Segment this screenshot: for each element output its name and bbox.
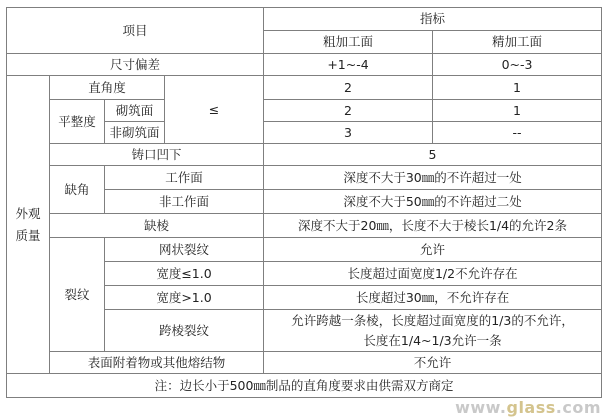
watermark-prefix: www.: [455, 398, 507, 417]
watermark-brand: glass: [506, 398, 556, 417]
crack-cross-edge-line1: 允许跨越一条棱，长度超过面宽度的1/3的不允许，: [291, 312, 574, 328]
flatness-symbol: ≤: [165, 76, 264, 144]
non-masonry-rough: 3: [264, 122, 433, 144]
row-crack-mesh: [7, 238, 602, 262]
row-casting-dent: [7, 144, 602, 166]
crack-mesh-label: 网状裂纹: [105, 238, 264, 262]
crack-cross-edge-value: [264, 310, 602, 352]
site-watermark: [455, 398, 601, 417]
row-size-deviation: [7, 54, 602, 76]
crack-width-small-value: 长度超过面宽度1/2不允许存在: [264, 262, 602, 286]
crack-mesh-value: 允许: [264, 238, 602, 262]
crack-cross-edge-label: 跨棱裂纹: [105, 310, 264, 352]
right-angle-fine: 1: [433, 76, 602, 100]
crack-width-large-value: 长度超过30㎜，不允许存在: [264, 286, 602, 310]
appearance-group-text: 外观质量: [15, 205, 41, 243]
size-dev-rough: +1~-4: [264, 54, 433, 76]
casting-dent-value: 5: [264, 144, 602, 166]
row-flatness-masonry: [7, 100, 602, 122]
masonry-rough: 2: [264, 100, 433, 122]
row-right-angle: [7, 76, 602, 100]
non-masonry-fine: --: [433, 122, 602, 144]
corner-working-label: 工作面: [105, 166, 264, 190]
flatness-label: 平整度: [50, 100, 105, 144]
row-corner-working: [7, 166, 602, 190]
right-angle-label: 直角度: [50, 76, 165, 100]
row-note: [7, 374, 602, 398]
edge-missing-value: 深度不大于20㎜，长度不大于棱长1/4的允许2条: [264, 214, 602, 238]
cracks-label: 裂纹: [50, 238, 105, 352]
corner-nonworking-value: 深度不大于50㎜的不许超过二处: [264, 190, 602, 214]
non-masonry-label: 非砌筑面: [105, 122, 165, 144]
masonry-label: 砌筑面: [105, 100, 165, 122]
header-row-1: [7, 8, 602, 31]
corner-working-value: 深度不大于30㎜的不许超过一处: [264, 166, 602, 190]
casting-dent-label: 铸口凹下: [50, 144, 264, 166]
size-dev-label: 尺寸偏差: [7, 54, 264, 76]
table-note: 注：边长小于500㎜制品的直角度要求由供需双方商定: [7, 374, 602, 398]
header-fine: 精加工面: [433, 31, 602, 54]
edge-missing-label: 缺棱: [50, 214, 264, 238]
corner-nonworking-label: 非工作面: [105, 190, 264, 214]
header-item: 项目: [7, 8, 264, 54]
corner-missing-label: 缺角: [50, 166, 105, 214]
header-indicator: 指标: [264, 8, 602, 31]
row-edge-missing: [7, 214, 602, 238]
crack-width-large-label: 宽度>1.0: [105, 286, 264, 310]
crack-cross-edge-line2: 长度在1/4~1/3允许一条: [363, 332, 502, 348]
right-angle-rough: 2: [264, 76, 433, 100]
size-dev-fine: 0~-3: [433, 54, 602, 76]
surface-attach-label: 表面附着物或其他熔结物: [50, 352, 264, 374]
header-rough: 粗加工面: [264, 31, 433, 54]
appearance-group-label: [7, 76, 50, 374]
masonry-fine: 1: [433, 100, 602, 122]
spec-table: [6, 7, 602, 398]
surface-attach-value: 不允许: [264, 352, 602, 374]
row-surface-attach: [7, 352, 602, 374]
watermark-suffix: .com: [555, 398, 601, 417]
crack-width-small-label: 宽度≤1.0: [105, 262, 264, 286]
